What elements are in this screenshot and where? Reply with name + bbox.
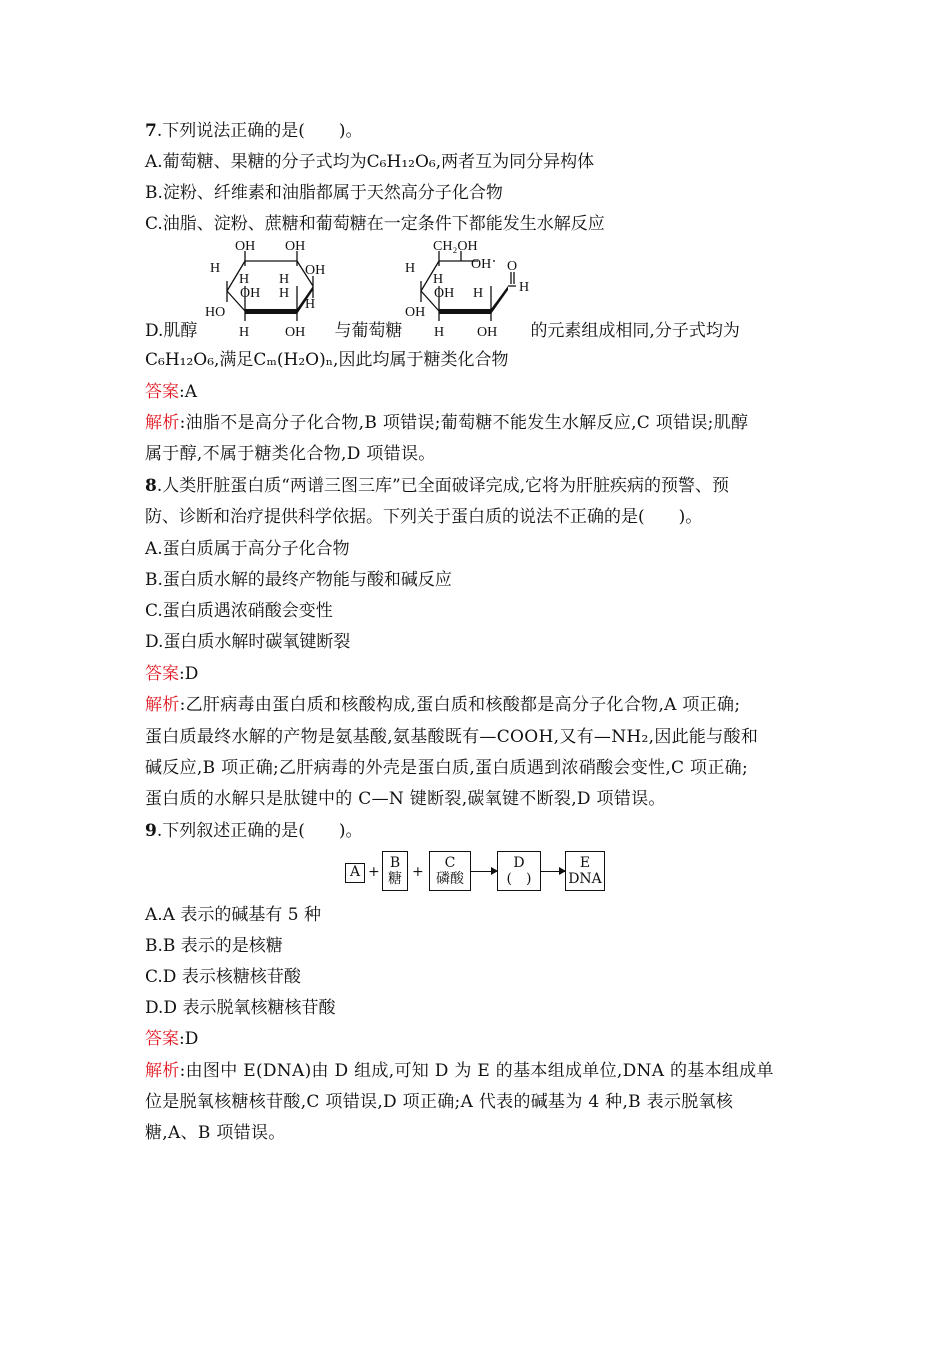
q9-answer: [145, 1028, 198, 1050]
q9-analysis-line1: [145, 1060, 774, 1082]
q7-analysis-line2: 属于醇,不属于糖类化合物,D 项错误。: [145, 444, 436, 464]
inositol-label: H: [239, 272, 250, 287]
diagram-arrow: [540, 871, 565, 872]
inositol-label: H: [210, 261, 221, 276]
inositol-label: OH: [240, 286, 261, 301]
q8-option-d: D.蛋白质水解时碳氧键断裂: [145, 632, 351, 652]
q9-option-b: B.B 表示的是核糖: [145, 936, 283, 956]
diagram-box-c: [429, 851, 471, 891]
inositol-label: H: [279, 286, 290, 301]
box-e-label: E: [579, 855, 591, 871]
q7-option-c: C.油脂、淀粉、蔗糖和葡萄糖在一定条件下都能发生水解反应: [145, 214, 605, 234]
analysis-text: :油脂不是高分子化合物,B 项错误;葡萄糖不能发生水解反应,C 项错误;肌醇: [179, 413, 749, 433]
q9-stem-text: .下列叙述正确的是( )。: [156, 821, 363, 841]
diagram-box-a: A: [345, 863, 365, 883]
q7-answer: [145, 381, 197, 403]
q8-analysis-line3: 碱反应,B 项正确;乙肝病毒的外壳是蛋白质,蛋白质遇到浓硝酸会变性,C 项正确;: [145, 758, 748, 778]
box-b-label: B: [389, 855, 401, 871]
q8-number: 8: [145, 476, 157, 496]
q9-number: 9: [145, 821, 157, 841]
q8-option-a: A.蛋白质属于高分子化合物: [145, 539, 350, 559]
q9-analysis-line3: 糖,A、B 项错误。: [145, 1123, 286, 1143]
q8-analysis-line4: 蛋白质的水解只是肽键中的 C—N 键断裂,碳氧键不断裂,D 项错误。: [145, 789, 666, 809]
q7-number: 7: [145, 121, 157, 141]
box-c-label: C: [444, 855, 456, 871]
q7-stem-text: .下列说法正确的是( )。: [156, 121, 363, 141]
glucose-label: OH: [405, 305, 426, 320]
q7-option-d-line2: C₆H₁₂O₆,满足Cₘ(H₂O)ₙ,因此均属于糖类化合物: [145, 350, 509, 370]
glucose-label: H: [473, 286, 484, 301]
glucose-label: OH: [434, 286, 455, 301]
inositol-label: H: [239, 325, 250, 340]
answer-label: 答案: [145, 1029, 179, 1049]
inositol-label: OH: [285, 239, 306, 254]
glucose-label: H: [433, 272, 444, 287]
inositol-label: HO: [205, 305, 226, 320]
answer-label: 答案: [145, 382, 179, 402]
glucose-label: H: [405, 261, 416, 276]
q9-stem: [145, 820, 363, 842]
q9-option-c: C.D 表示核糖核苷酸: [145, 967, 301, 987]
diagram-box-e: [565, 851, 605, 891]
q7-option-d-suffix: 的元素组成相同,分子式均为: [530, 321, 740, 341]
box-d-label: D: [513, 855, 525, 871]
answer-value: :A: [179, 382, 198, 402]
q8-option-c: C.蛋白质遇浓硝酸会变性: [145, 601, 333, 621]
q7-option-d-line1: [145, 320, 740, 342]
answer-label: 答案: [145, 664, 179, 684]
q7-option-a: A.葡萄糖、果糖的分子式均为C₆H₁₂O₆,两者互为同分异构体: [145, 152, 595, 172]
inositol-label: H: [279, 272, 290, 287]
q8-analysis-line2: 蛋白质最终水解的产物是氨基酸,氨基酸既有—COOH,又有—NH₂,因此能与酸和: [145, 727, 759, 747]
glucose-label: O: [507, 259, 518, 274]
glucose-label: H: [519, 280, 530, 295]
box-d-text: ( ): [506, 871, 532, 887]
inositol-label: OH: [235, 239, 256, 254]
q7-stem: [145, 120, 363, 142]
q8-answer: [145, 663, 198, 685]
q8-analysis-line1: [145, 694, 740, 716]
inositol-label: OH: [305, 263, 326, 278]
glucose-label: CH₂OH: [433, 239, 478, 254]
answer-value: :D: [179, 664, 199, 684]
q9-analysis-line2: 位是脱氧核糖核苷酸,C 项错误,D 项正确;A 代表的碱基为 4 种,B 表示脱氧核: [145, 1092, 734, 1112]
answer-value: :D: [179, 1029, 199, 1049]
diagram-arrow: [470, 871, 497, 872]
q8-stem-line1: [145, 475, 729, 497]
diagram-plus: +: [368, 864, 380, 880]
diagram-box-d: [497, 851, 541, 891]
q9-option-a: A.A 表示的碱基有 5 种: [145, 905, 321, 925]
box-e-text: DNA: [568, 871, 602, 887]
inositol-label: H: [305, 297, 316, 312]
glucose-label: OH: [477, 325, 498, 340]
q7-option-d-prefix: D.肌醇: [145, 321, 198, 341]
q8-option-b: B.蛋白质水解的最终产物能与酸和碱反应: [145, 570, 452, 590]
analysis-label: 解析: [145, 413, 180, 433]
q8-stem-line2: 防、诊断和治疗提供科学依据。下列关于蛋白质的说法不正确的是( )。: [145, 507, 703, 527]
q9-option-d: D.D 表示脱氧核糖核苷酸: [145, 998, 336, 1018]
q7-analysis-line1: [145, 412, 748, 434]
analysis-text: :由图中 E(DNA)由 D 组成,可知 D 为 E 的基本组成单位,DNA 的基本组成单: [179, 1061, 774, 1081]
q7-option-d-mid: 与葡萄糖: [334, 321, 403, 341]
diagram-plus: +: [412, 864, 424, 880]
box-b-text: 糖: [388, 871, 402, 887]
analysis-label: 解析: [145, 695, 180, 715]
diagram-box-b: [382, 851, 408, 891]
q8-stem-text: .人类肝脏蛋白质“两谱三图三库”已全面破译完成,它将为肝脏疾病的预警、预: [156, 476, 730, 496]
q7-option-b: B.淀粉、纤维素和油脂都属于天然高分子化合物: [145, 183, 503, 203]
analysis-text: :乙肝病毒由蛋白质和核酸构成,蛋白质和核酸都是高分子化合物,A 项正确;: [179, 695, 741, 715]
glucose-label: OH: [471, 257, 492, 272]
glucose-label: H: [434, 325, 445, 340]
inositol-label: OH: [285, 325, 306, 340]
analysis-label: 解析: [145, 1061, 180, 1081]
box-c-text: 磷酸: [436, 871, 464, 887]
